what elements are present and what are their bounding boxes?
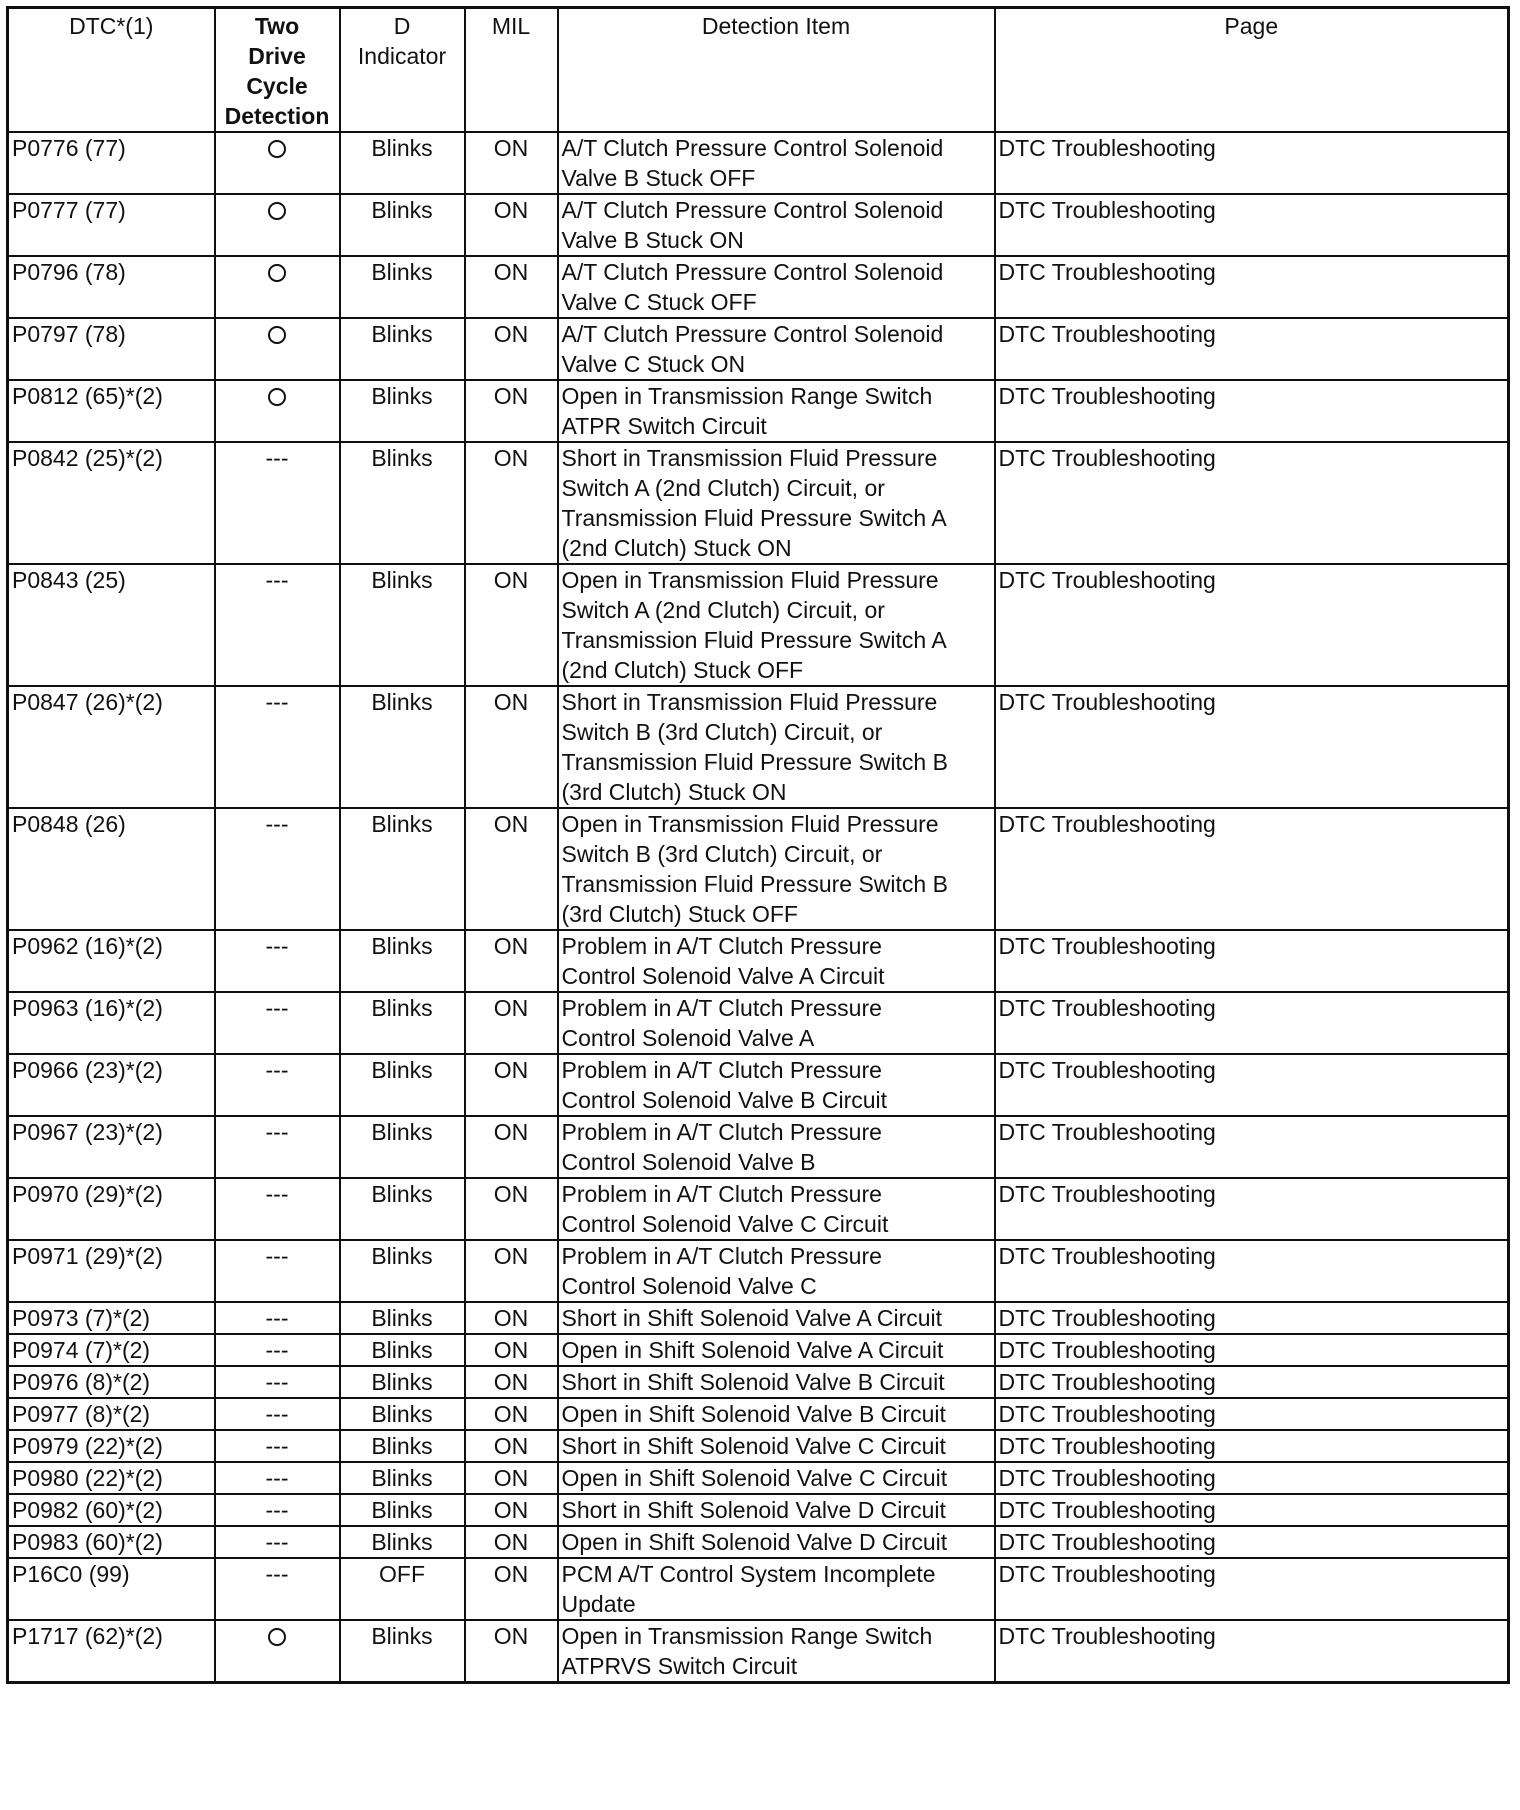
detection-item-cell	[558, 256, 995, 318]
detection-item-line: Open in Shift Solenoid Valve C Circuit	[561, 1465, 948, 1491]
dtc-code-cell: P0967 (23)*(2)	[8, 1116, 215, 1178]
detection-item-line: (3rd Clutch) Stuck OFF	[561, 901, 798, 927]
d-indicator-cell: Blinks	[340, 318, 465, 380]
page-reference-cell: DTC Troubleshooting	[995, 442, 1509, 564]
mil-cell: ON	[465, 318, 558, 380]
d-indicator-cell: Blinks	[340, 1494, 465, 1526]
page-reference-cell: DTC Troubleshooting	[995, 1462, 1509, 1494]
detection-item-line: Valve B Stuck OFF	[561, 165, 756, 191]
header-d-line-2: Indicator	[357, 43, 447, 69]
detection-item-cell	[558, 1526, 995, 1558]
table-row	[8, 564, 1509, 686]
dtc-code-cell: P0776 (77)	[8, 132, 215, 194]
mil-cell: ON	[465, 1178, 558, 1240]
page-reference-cell: DTC Troubleshooting	[995, 1054, 1509, 1116]
detection-item-line: (2nd Clutch) Stuck ON	[561, 535, 792, 561]
mil-cell: ON	[465, 1494, 558, 1526]
detection-item-cell	[558, 1398, 995, 1430]
detection-item-line: Switch B (3rd Clutch) Circuit, or	[561, 719, 883, 745]
page-reference-cell: DTC Troubleshooting	[995, 1620, 1509, 1683]
two-drive-cycle-cell	[215, 808, 340, 930]
mil-cell: ON	[465, 1430, 558, 1462]
d-indicator-cell: Blinks	[340, 564, 465, 686]
header-detection-item: Detection Item	[558, 8, 995, 133]
dash-mark: ---	[265, 933, 289, 959]
detection-item-cell	[558, 1054, 995, 1116]
detection-item-line: Problem in A/T Clutch Pressure	[561, 1181, 882, 1207]
table-row	[8, 132, 1509, 194]
two-drive-cycle-cell	[215, 930, 340, 992]
dash-mark: ---	[265, 1057, 289, 1083]
d-indicator-cell: Blinks	[340, 1430, 465, 1462]
two-drive-cycle-cell	[215, 1334, 340, 1366]
dtc-code-cell: P0842 (25)*(2)	[8, 442, 215, 564]
table-row	[8, 930, 1509, 992]
page-reference-cell: DTC Troubleshooting	[995, 1494, 1509, 1526]
two-drive-cycle-cell	[215, 1116, 340, 1178]
two-drive-cycle-cell	[215, 318, 340, 380]
detection-item-line: Control Solenoid Valve C	[561, 1273, 817, 1299]
d-indicator-cell: Blinks	[340, 380, 465, 442]
table-row	[8, 380, 1509, 442]
two-drive-cycle-cell	[215, 1558, 340, 1620]
table-row	[8, 1526, 1509, 1558]
detection-item-line: A/T Clutch Pressure Control Solenoid	[561, 135, 944, 161]
table-row	[8, 808, 1509, 930]
mil-cell: ON	[465, 564, 558, 686]
dash-mark: ---	[265, 1401, 289, 1427]
page-reference-cell: DTC Troubleshooting	[995, 318, 1509, 380]
dtc-code-cell: P0976 (8)*(2)	[8, 1366, 215, 1398]
table-row	[8, 1462, 1509, 1494]
dash-mark: ---	[265, 995, 289, 1021]
detection-item-line: Short in Shift Solenoid Valve A Circuit	[561, 1305, 943, 1331]
d-indicator-cell: Blinks	[340, 1054, 465, 1116]
two-drive-cycle-cell	[215, 686, 340, 808]
dash-mark: ---	[265, 1337, 289, 1363]
dash-mark: ---	[265, 1305, 289, 1331]
circle-icon	[268, 326, 286, 344]
page-reference-cell: DTC Troubleshooting	[995, 930, 1509, 992]
d-indicator-cell: OFF	[340, 1558, 465, 1620]
two-drive-cycle-cell	[215, 1054, 340, 1116]
d-indicator-cell: Blinks	[340, 686, 465, 808]
detection-item-line: Short in Transmission Fluid Pressure	[561, 689, 938, 715]
detection-item-cell	[558, 1240, 995, 1302]
dtc-code-cell: P0971 (29)*(2)	[8, 1240, 215, 1302]
dtc-code-cell: P0847 (26)*(2)	[8, 686, 215, 808]
dtc-code-cell: P16C0 (99)	[8, 1558, 215, 1620]
mil-cell: ON	[465, 1054, 558, 1116]
dtc-code-cell: P0963 (16)*(2)	[8, 992, 215, 1054]
dash-mark: ---	[265, 689, 289, 715]
circle-icon	[268, 1628, 286, 1646]
table-row	[8, 1430, 1509, 1462]
table-row	[8, 318, 1509, 380]
detection-item-cell	[558, 194, 995, 256]
d-indicator-cell: Blinks	[340, 1462, 465, 1494]
detection-item-cell	[558, 442, 995, 564]
mil-cell: ON	[465, 1366, 558, 1398]
table-row	[8, 1620, 1509, 1683]
detection-item-cell	[558, 808, 995, 930]
two-drive-cycle-cell	[215, 380, 340, 442]
circle-icon	[268, 388, 286, 406]
dtc-code-cell: P0980 (22)*(2)	[8, 1462, 215, 1494]
dtc-code-cell: P0962 (16)*(2)	[8, 930, 215, 992]
page-reference-cell: DTC Troubleshooting	[995, 992, 1509, 1054]
dash-mark: ---	[265, 1181, 289, 1207]
mil-cell: ON	[465, 1398, 558, 1430]
mil-cell: ON	[465, 380, 558, 442]
mil-cell: ON	[465, 1620, 558, 1683]
detection-item-line: Transmission Fluid Pressure Switch A	[561, 505, 947, 531]
d-indicator-cell: Blinks	[340, 1302, 465, 1334]
mil-cell: ON	[465, 1334, 558, 1366]
two-drive-cycle-cell	[215, 1398, 340, 1430]
detection-item-line: ATPRVS Switch Circuit	[561, 1653, 798, 1679]
page-reference-cell: DTC Troubleshooting	[995, 256, 1509, 318]
dash-mark: ---	[265, 1119, 289, 1145]
d-indicator-cell: Blinks	[340, 256, 465, 318]
detection-item-line: Open in Transmission Fluid Pressure	[561, 811, 939, 837]
dash-mark: ---	[265, 1369, 289, 1395]
page-reference-cell: DTC Troubleshooting	[995, 1178, 1509, 1240]
detection-item-line: Problem in A/T Clutch Pressure	[561, 1243, 882, 1269]
detection-item-cell	[558, 1178, 995, 1240]
detection-item-line: Control Solenoid Valve B Circuit	[561, 1087, 888, 1113]
table-row	[8, 1178, 1509, 1240]
d-indicator-cell: Blinks	[340, 1334, 465, 1366]
two-drive-cycle-cell	[215, 1430, 340, 1462]
dash-mark: ---	[265, 1465, 289, 1491]
detection-item-line: Short in Shift Solenoid Valve C Circuit	[561, 1433, 946, 1459]
d-indicator-cell: Blinks	[340, 1526, 465, 1558]
detection-item-line: Short in Transmission Fluid Pressure	[561, 445, 938, 471]
table-row	[8, 1334, 1509, 1366]
page-reference-cell: DTC Troubleshooting	[995, 1398, 1509, 1430]
dash-mark: ---	[265, 1433, 289, 1459]
dtc-code-cell: P0979 (22)*(2)	[8, 1430, 215, 1462]
page-reference-cell: DTC Troubleshooting	[995, 564, 1509, 686]
dtc-code-cell: P0843 (25)	[8, 564, 215, 686]
circle-icon	[268, 202, 286, 220]
dtc-code-cell: P0777 (77)	[8, 194, 215, 256]
detection-item-cell	[558, 1366, 995, 1398]
two-drive-cycle-cell	[215, 1494, 340, 1526]
detection-item-cell	[558, 564, 995, 686]
page-reference-cell: DTC Troubleshooting	[995, 132, 1509, 194]
header-dtc: DTC*(1)	[8, 8, 215, 133]
two-drive-cycle-cell	[215, 194, 340, 256]
two-drive-cycle-cell	[215, 1302, 340, 1334]
page-reference-cell: DTC Troubleshooting	[995, 1334, 1509, 1366]
dash-mark: ---	[265, 811, 289, 837]
detection-item-cell	[558, 1116, 995, 1178]
table-row	[8, 1240, 1509, 1302]
header-d-indicator	[340, 8, 465, 133]
detection-item-line: Valve C Stuck OFF	[561, 289, 757, 315]
detection-item-cell	[558, 1302, 995, 1334]
mil-cell: ON	[465, 442, 558, 564]
table-row	[8, 1116, 1509, 1178]
page-reference-cell: DTC Troubleshooting	[995, 1116, 1509, 1178]
detection-item-cell	[558, 1334, 995, 1366]
d-indicator-cell: Blinks	[340, 1398, 465, 1430]
page-reference-cell: DTC Troubleshooting	[995, 1526, 1509, 1558]
detection-item-cell	[558, 380, 995, 442]
dtc-code-cell: P0974 (7)*(2)	[8, 1334, 215, 1366]
header-page: Page	[995, 8, 1509, 133]
detection-item-line: Switch A (2nd Clutch) Circuit, or	[561, 597, 885, 623]
table-row	[8, 1494, 1509, 1526]
mil-cell: ON	[465, 930, 558, 992]
dtc-code-cell: P0982 (60)*(2)	[8, 1494, 215, 1526]
two-drive-cycle-cell	[215, 1366, 340, 1398]
header-two-line-4: Detection	[224, 103, 330, 129]
dtc-code-cell: P0812 (65)*(2)	[8, 380, 215, 442]
detection-item-line: Problem in A/T Clutch Pressure	[561, 995, 882, 1021]
detection-item-line: Open in Transmission Range Switch	[561, 383, 933, 409]
header-d-line-1: D	[393, 13, 411, 39]
detection-item-line: Transmission Fluid Pressure Switch B	[561, 871, 948, 897]
table-row	[8, 686, 1509, 808]
mil-cell: ON	[465, 1462, 558, 1494]
detection-item-cell	[558, 1558, 995, 1620]
dash-mark: ---	[265, 1243, 289, 1269]
header-two-drive-cycle-detection	[215, 8, 340, 133]
dash-mark: ---	[265, 1497, 289, 1523]
detection-item-cell	[558, 1620, 995, 1683]
dtc-code-cell: P0797 (78)	[8, 318, 215, 380]
header-two-line-2: Drive	[248, 43, 306, 69]
page-reference-cell: DTC Troubleshooting	[995, 686, 1509, 808]
detection-item-cell	[558, 992, 995, 1054]
d-indicator-cell: Blinks	[340, 1178, 465, 1240]
detection-item-line: Switch B (3rd Clutch) Circuit, or	[561, 841, 883, 867]
d-indicator-cell: Blinks	[340, 808, 465, 930]
table-row	[8, 992, 1509, 1054]
detection-item-line: Problem in A/T Clutch Pressure	[561, 1057, 882, 1083]
detection-item-line: Control Solenoid Valve A	[561, 1025, 815, 1051]
header-two-line-3: Cycle	[246, 73, 308, 99]
detection-item-line: Open in Shift Solenoid Valve D Circuit	[561, 1529, 948, 1555]
page-reference-cell: DTC Troubleshooting	[995, 1240, 1509, 1302]
table-row	[8, 1558, 1509, 1620]
dash-mark: ---	[265, 1529, 289, 1555]
detection-item-line: Open in Transmission Range Switch	[561, 1623, 933, 1649]
dash-mark: ---	[265, 445, 289, 471]
dash-mark: ---	[265, 1561, 289, 1587]
detection-item-cell	[558, 930, 995, 992]
d-indicator-cell: Blinks	[340, 442, 465, 564]
two-drive-cycle-cell	[215, 564, 340, 686]
detection-item-line: Valve C Stuck ON	[561, 351, 746, 377]
d-indicator-cell: Blinks	[340, 930, 465, 992]
detection-item-line: Update	[561, 1591, 636, 1617]
mil-cell: ON	[465, 256, 558, 318]
detection-item-line: (3rd Clutch) Stuck ON	[561, 779, 787, 805]
two-drive-cycle-cell	[215, 1526, 340, 1558]
dtc-code-cell: P0983 (60)*(2)	[8, 1526, 215, 1558]
detection-item-line: Problem in A/T Clutch Pressure	[561, 1119, 882, 1145]
two-drive-cycle-cell	[215, 1178, 340, 1240]
detection-item-cell	[558, 1462, 995, 1494]
d-indicator-cell: Blinks	[340, 1116, 465, 1178]
detection-item-line: PCM A/T Control System Incomplete	[561, 1561, 936, 1587]
header-mil: MIL	[465, 8, 558, 133]
detection-item-line: (2nd Clutch) Stuck OFF	[561, 657, 804, 683]
page-reference-cell: DTC Troubleshooting	[995, 1558, 1509, 1620]
page-reference-cell: DTC Troubleshooting	[995, 1302, 1509, 1334]
d-indicator-cell: Blinks	[340, 1240, 465, 1302]
dtc-code-cell: P1717 (62)*(2)	[8, 1620, 215, 1683]
detection-item-line: Short in Shift Solenoid Valve D Circuit	[561, 1497, 946, 1523]
d-indicator-cell: Blinks	[340, 194, 465, 256]
mil-cell: ON	[465, 1558, 558, 1620]
detection-item-cell	[558, 132, 995, 194]
d-indicator-cell: Blinks	[340, 132, 465, 194]
table-row	[8, 442, 1509, 564]
d-indicator-cell: Blinks	[340, 1366, 465, 1398]
detection-item-line: A/T Clutch Pressure Control Solenoid	[561, 321, 944, 347]
two-drive-cycle-cell	[215, 442, 340, 564]
page-reference-cell: DTC Troubleshooting	[995, 808, 1509, 930]
detection-item-line: Switch A (2nd Clutch) Circuit, or	[561, 475, 885, 501]
detection-item-line: ATPR Switch Circuit	[561, 413, 767, 439]
detection-item-line: Open in Transmission Fluid Pressure	[561, 567, 939, 593]
two-drive-cycle-cell	[215, 1462, 340, 1494]
d-indicator-cell: Blinks	[340, 992, 465, 1054]
detection-item-line: Problem in A/T Clutch Pressure	[561, 933, 882, 959]
dtc-code-cell: P0970 (29)*(2)	[8, 1178, 215, 1240]
detection-item-line: Valve B Stuck ON	[561, 227, 744, 253]
two-drive-cycle-cell	[215, 1620, 340, 1683]
detection-item-line: A/T Clutch Pressure Control Solenoid	[561, 197, 944, 223]
mil-cell: ON	[465, 1240, 558, 1302]
detection-item-line: A/T Clutch Pressure Control Solenoid	[561, 259, 944, 285]
dtc-code-cell: P0848 (26)	[8, 808, 215, 930]
dtc-code-cell: P0977 (8)*(2)	[8, 1398, 215, 1430]
circle-icon	[268, 140, 286, 158]
table-row	[8, 1302, 1509, 1334]
table-row	[8, 256, 1509, 318]
page-reference-cell: DTC Troubleshooting	[995, 194, 1509, 256]
dtc-code-cell: P0796 (78)	[8, 256, 215, 318]
circle-icon	[268, 264, 286, 282]
header-two-line-1: Two	[254, 13, 300, 39]
table-row	[8, 1398, 1509, 1430]
table-body	[8, 132, 1509, 1683]
dtc-table	[6, 6, 1510, 1684]
detection-item-cell	[558, 686, 995, 808]
dash-mark: ---	[265, 567, 289, 593]
page-reference-cell: DTC Troubleshooting	[995, 1430, 1509, 1462]
detection-item-line: Control Solenoid Valve C Circuit	[561, 1211, 889, 1237]
page-reference-cell: DTC Troubleshooting	[995, 1366, 1509, 1398]
mil-cell: ON	[465, 194, 558, 256]
dtc-code-cell: P0966 (23)*(2)	[8, 1054, 215, 1116]
table-row	[8, 1054, 1509, 1116]
table-row	[8, 1366, 1509, 1398]
detection-item-line: Transmission Fluid Pressure Switch B	[561, 749, 948, 775]
two-drive-cycle-cell	[215, 132, 340, 194]
detection-item-cell	[558, 1494, 995, 1526]
mil-cell: ON	[465, 686, 558, 808]
table-header	[8, 8, 1509, 133]
two-drive-cycle-cell	[215, 992, 340, 1054]
detection-item-cell	[558, 1430, 995, 1462]
detection-item-line: Short in Shift Solenoid Valve B Circuit	[561, 1369, 945, 1395]
mil-cell: ON	[465, 1116, 558, 1178]
detection-item-cell	[558, 318, 995, 380]
detection-item-line: Control Solenoid Valve A Circuit	[561, 963, 885, 989]
dtc-code-cell: P0973 (7)*(2)	[8, 1302, 215, 1334]
detection-item-line: Control Solenoid Valve B	[561, 1149, 816, 1175]
detection-item-line: Open in Shift Solenoid Valve B Circuit	[561, 1401, 946, 1427]
two-drive-cycle-cell	[215, 256, 340, 318]
mil-cell: ON	[465, 1526, 558, 1558]
two-drive-cycle-cell	[215, 1240, 340, 1302]
detection-item-line: Open in Shift Solenoid Valve A Circuit	[561, 1337, 944, 1363]
page-reference-cell: DTC Troubleshooting	[995, 380, 1509, 442]
mil-cell: ON	[465, 992, 558, 1054]
table-row	[8, 194, 1509, 256]
detection-item-line: Transmission Fluid Pressure Switch A	[561, 627, 947, 653]
mil-cell: ON	[465, 808, 558, 930]
d-indicator-cell: Blinks	[340, 1620, 465, 1683]
mil-cell: ON	[465, 132, 558, 194]
header-row	[8, 8, 1509, 133]
mil-cell: ON	[465, 1302, 558, 1334]
